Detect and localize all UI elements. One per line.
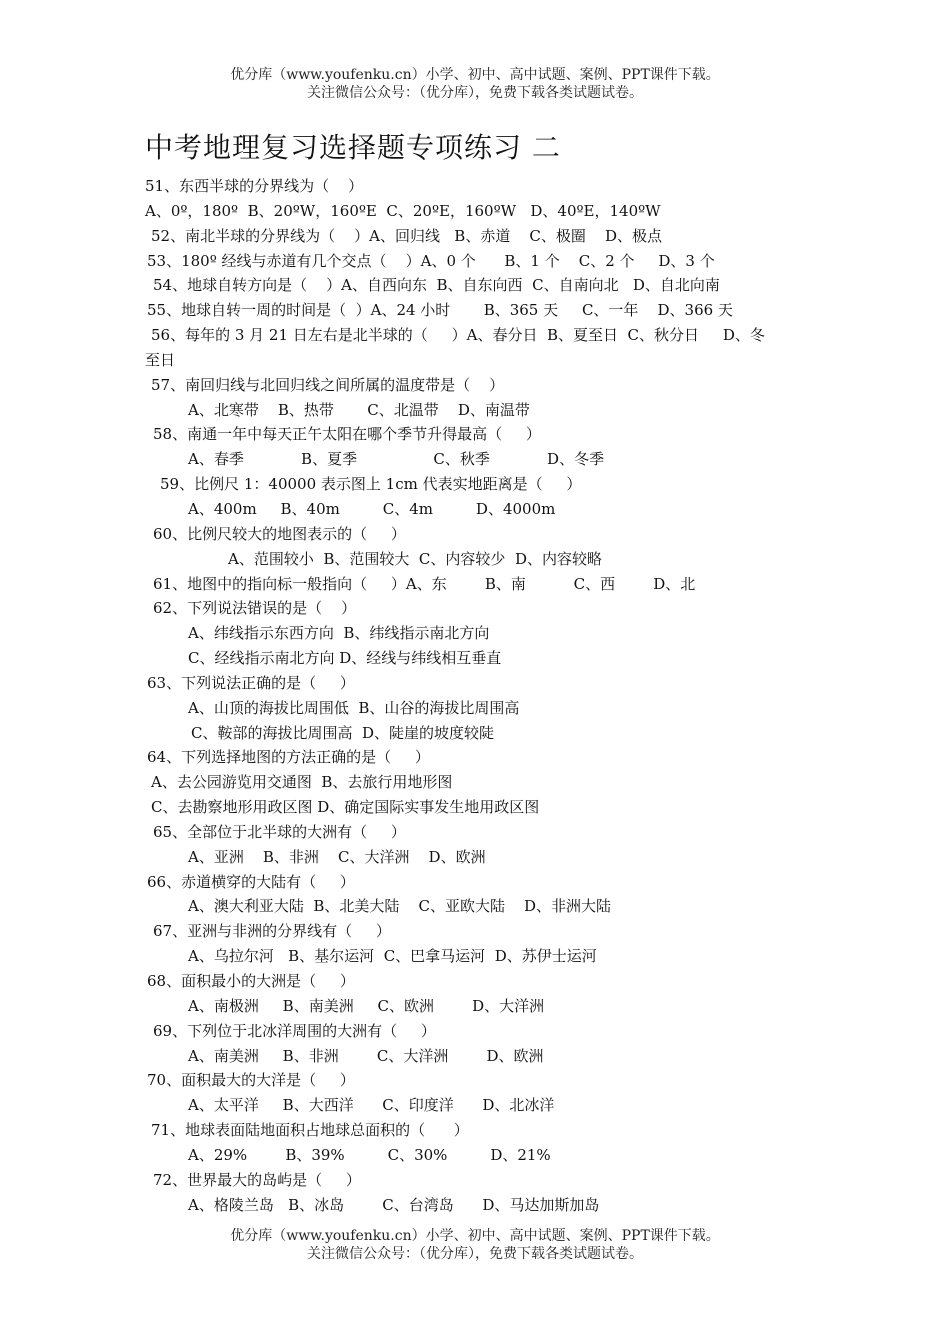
question-line: 65、全部位于北半球的大洲有（ ） <box>153 822 406 841</box>
question-line: 68、面积最小的大洲是（ ） <box>147 972 355 990</box>
question-line: 53、180º 经线与赤道有几个交点（ ）A、0 个 B、1 个 C、2 个 D、3 个 <box>147 251 715 270</box>
question-list <box>0 174 950 1217</box>
question-line: 64、下列选择地图的方法正确的是（ ） <box>147 748 430 767</box>
question-line: A、南极洲 B、南美洲 C、欧洲 D、大洋洲 <box>188 996 545 1015</box>
question-line: A、春季 B、夏季 C、秋季 D、冬季 <box>188 450 605 469</box>
question-line: C、鞍部的海拔比周围高 D、陡崖的坡度较陡 <box>191 723 495 742</box>
page-footer <box>0 1227 950 1263</box>
question-line: 67、亚洲与非洲的分界线有（ ） <box>153 922 391 941</box>
question-line: 60、比例尺较大的地图表示的（ ） <box>153 524 406 543</box>
question-line: A、0º，180º B、20ºW，160ºE C、20ºE，160ºW D、40ºE，140ºW <box>145 201 661 220</box>
question-line: 58、南通一年中每天正午太阳在哪个季节升得最高（ ） <box>153 425 541 444</box>
question-line: A、太平洋 B、大西洋 C、印度洋 D、北冰洋 <box>188 1096 555 1115</box>
question-line: 57、南回归线与北回归线之间所属的温度带是（ ） <box>151 375 505 394</box>
question-line: 61、地图中的指向标一般指向（ ）A、东 B、南 C、西 D、北 <box>153 574 696 593</box>
question-line: A、29% B、39% C、30% D、21% <box>188 1145 551 1164</box>
question-line: A、去公园游览用交通图 B、去旅行用地形图 <box>151 773 453 792</box>
header-line-2: 关注微信公众号：（优分库），免费下载各类试题试卷。 <box>307 85 643 101</box>
question-line: A、亚洲 B、非洲 C、大洋洲 D、欧洲 <box>188 847 486 866</box>
question-line: 72、世界最大的岛屿是（ ） <box>153 1170 361 1189</box>
header-line-1: 优分库（www.youfenku.cn）小学、初中、高中试题、案例、PPT课件下载。 <box>230 67 720 83</box>
question-line: 54、地球自转方向是（ ）A、自西向东 B、自东向西 C、自南向北 D、自北向南 <box>153 276 720 295</box>
footer-line-2: 关注微信公众号：（优分库），免费下载各类试题试卷。 <box>307 1246 643 1262</box>
question-line: 至日 <box>145 350 176 369</box>
question-line: 51、东西半球的分界线为（ ） <box>145 177 364 195</box>
question-line: A、山顶的海拔比周围低 B、山谷的海拔比周围高 <box>188 698 520 717</box>
question-line: A、北寒带 B、热带 C、北温带 D、南温带 <box>188 400 530 419</box>
question-line: 56、每年的 3 月 21 日左右是北半球的（ ）A、春分日 B、夏至日 C、秋分日 D、冬 <box>151 326 765 345</box>
question-line: 71、地球表面陆地面积占地球总面积的（ ） <box>151 1121 469 1140</box>
question-line: A、格陵兰岛 B、冰岛 C、台湾岛 D、马达加斯加岛 <box>188 1195 600 1214</box>
question-line: 62、下列说法错误的是（ ） <box>153 599 357 618</box>
question-line: C、去勘察地形用政区图 D、确定国际实事发生地用政区图 <box>151 798 540 817</box>
question-line: 55、地球自转一周的时间是（ ）A、24 小时 B、365 天 C、一年 D、366 天 <box>147 301 733 320</box>
question-line: A、范围较小 B、范围较大 C、内容较少 D、内容较略 <box>228 549 602 568</box>
question-line: A、乌拉尔河 B、基尔运河 C、巴拿马运河 D、苏伊士运河 <box>188 947 597 966</box>
page-header <box>0 66 950 102</box>
question-line: 66、赤道横穿的大陆有（ ） <box>147 872 355 891</box>
question-line: 52、南北半球的分界线为（ ）A、回归线 B、赤道 C、极圈 D、极点 <box>151 226 662 245</box>
question-line: A、南美洲 B、非洲 C、大洋洲 D、欧洲 <box>188 1046 544 1065</box>
question-line: A、纬线指示东西方向 B、纬线指示南北方向 <box>188 624 490 643</box>
footer-line-1: 优分库（www.youfenku.cn）小学、初中、高中试题、案例、PPT课件下载。 <box>230 1228 720 1244</box>
page-title: 中考地理复习选择题专项练习 二 <box>145 131 561 164</box>
question-line: 69、下列位于北冰洋周围的大洲有（ ） <box>153 1021 436 1040</box>
question-line: 59、比例尺 1：40000 表示图上 1cm 代表实地距离是（ ） <box>160 475 582 494</box>
question-line: 70、面积最大的大洋是（ ） <box>147 1071 355 1090</box>
question-line: A、400m B、40m C、4m D、4000m <box>188 499 556 518</box>
question-line: C、经线指示南北方向 D、经线与纬线相互垂直 <box>188 649 502 668</box>
question-line: 63、下列说法正确的是（ ） <box>147 673 355 692</box>
question-line: A、澳大利亚大陆 B、北美大陆 C、亚欧大陆 D、非洲大陆 <box>188 897 612 916</box>
